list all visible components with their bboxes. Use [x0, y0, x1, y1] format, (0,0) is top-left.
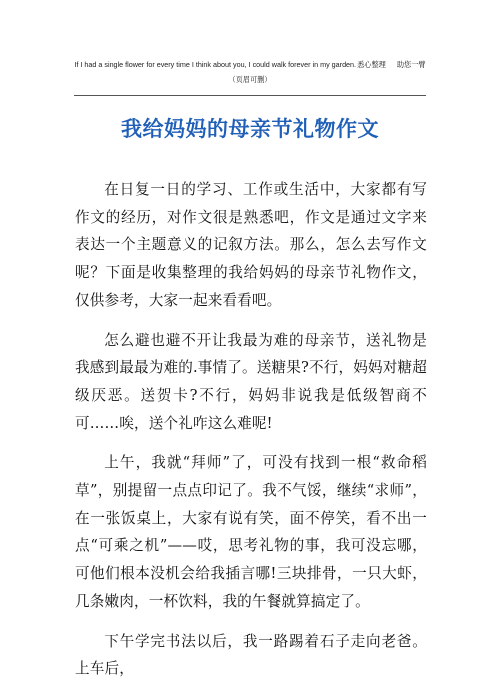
- document-title: 我给妈妈的母亲节礼物作文: [121, 116, 379, 141]
- page-header: [0, 60, 500, 70]
- body-paragraph-4: 下午学完书法以后，我一路踢着石子走向老爸。上车后，: [75, 632, 427, 678]
- body-paragraph-3: 上午，我就“拜师”了，可没有找到一根“救命稻草”，别提留一点点印记了。我不气馁，继续“求师”，在一张饭桌上，大家有说有笑，面不停笑，看不出一点“可乘之机”——哎，思考礼物的事，我可没忘哪，可他们根本没机会给我插言哪!三块排骨，一只大虾，几条嫩肉，一杯饮料，我的午餐就算搞定了。: [75, 454, 427, 610]
- body-paragraph-1: 在日复一日的学习、工作或生活中，大家都有写作文的经历，对作文很是熟悉吧，作文是通过文字来表达一个主题意义的记叙方法。那么，怎么去写作文呢？下面是收集整理的我给妈妈的母亲节礼物作文，仅供参考，大家一起来看看吧。: [75, 181, 427, 309]
- header-english-quote: If I had a single flower for every time I think about you, I could walk forever in my garden.: [74, 60, 357, 69]
- header-page-note: （页眉可删）: [228, 75, 272, 84]
- header-divider: [74, 95, 426, 96]
- document-body: [75, 176, 427, 695]
- header-helper: 助您一臂: [396, 60, 426, 69]
- header-organizer: 悉心整理: [357, 60, 386, 69]
- body-paragraph-2: 怎么避也避不开让我最为难的母亲节，送礼物是我感到最最为难的.事情了。送糖果?不行，妈妈对糖超级厌恶。送贺卡?不行，妈妈非说我是低级智商不可……唉，送个礼咋这么难呢!: [75, 331, 427, 432]
